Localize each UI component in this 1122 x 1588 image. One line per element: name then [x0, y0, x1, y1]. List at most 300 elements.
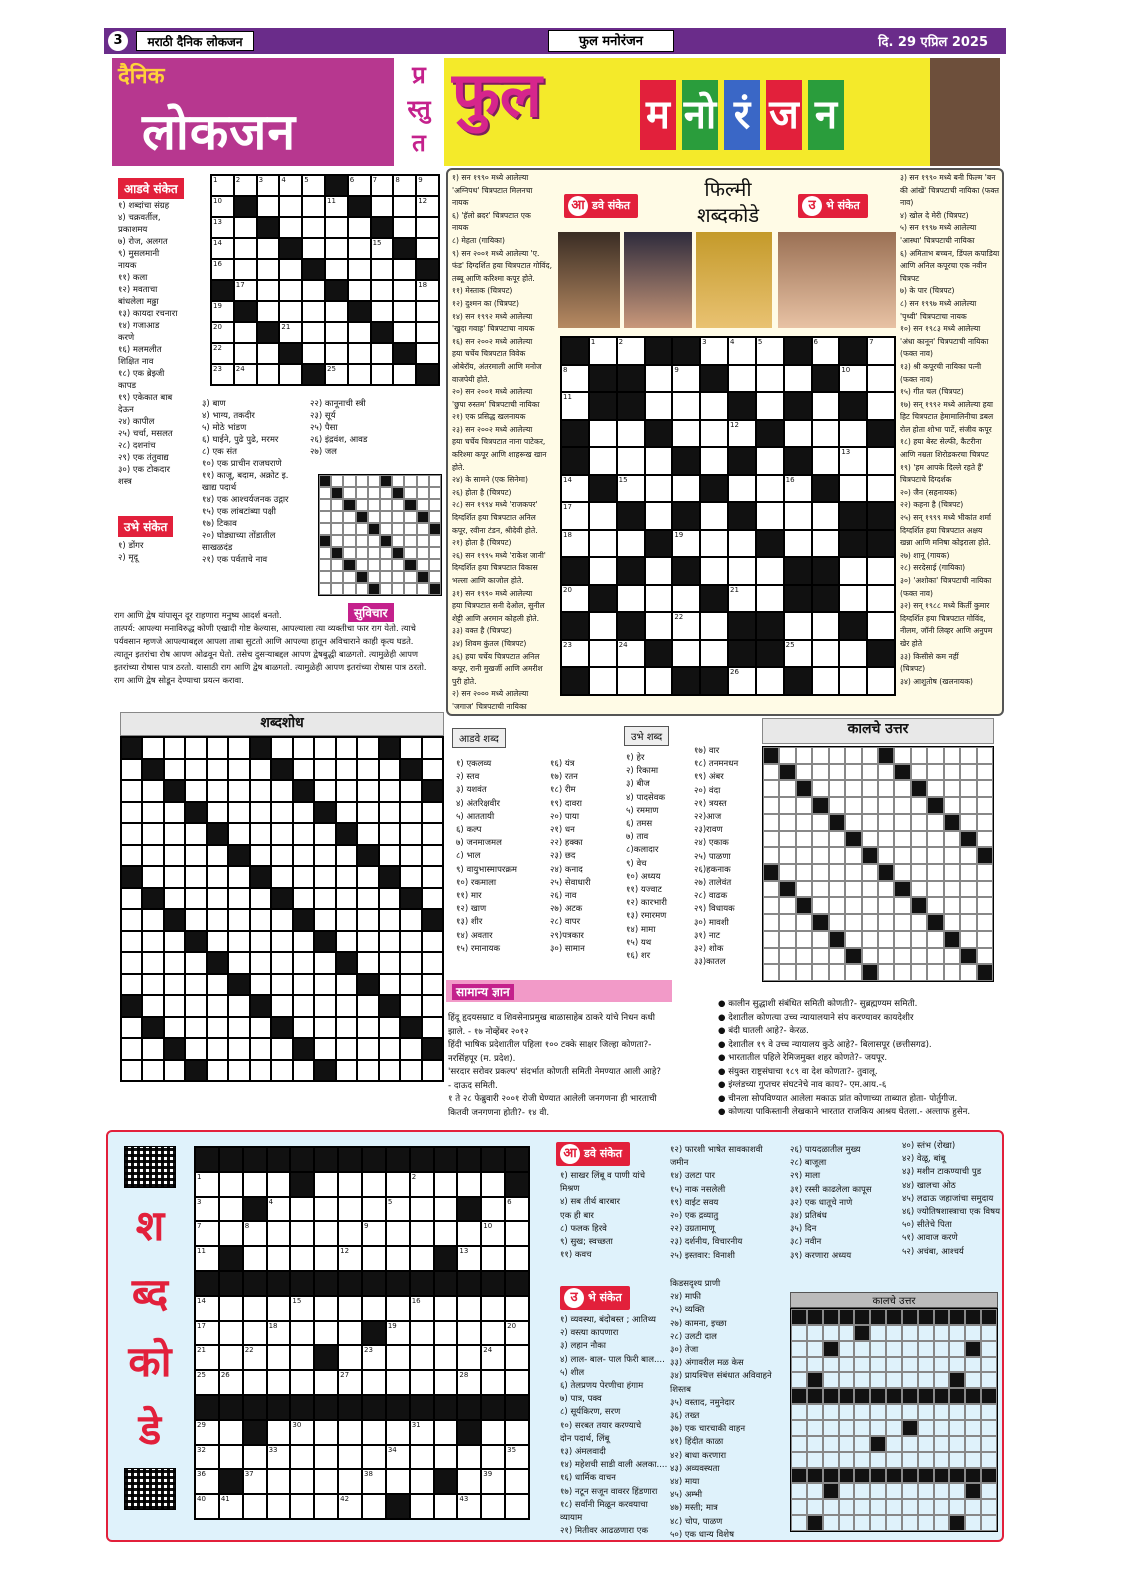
answer-cell	[894, 797, 910, 814]
answer-cell	[960, 780, 976, 797]
grid-cell	[371, 280, 394, 301]
grid-cell	[314, 1420, 338, 1445]
clue-item: चित्रपटाचे दिग्दर्शक	[900, 475, 952, 485]
grid-cell	[839, 640, 867, 668]
answer-cell	[319, 571, 331, 583]
answer-cell	[911, 864, 927, 881]
clue-item: १) सन १९९० मध्ये आलेल्या	[452, 173, 529, 182]
grid-cell	[142, 737, 163, 759]
answer-cell	[763, 931, 779, 948]
grid-cell	[481, 1469, 505, 1494]
answer-cell	[417, 475, 429, 487]
clue-item: २०) घोड्याच्या तोंडातील	[202, 531, 276, 541]
grid-cell	[867, 667, 895, 695]
grid-cell	[812, 530, 840, 558]
clue-item: १७) नटून सजून वावरर हिंडणारा	[560, 1486, 658, 1497]
grid-cell	[839, 420, 867, 448]
clue-item: २२) कानूनाची स्त्री	[310, 399, 366, 409]
answer-cell	[918, 1309, 934, 1325]
grid-cell	[195, 1345, 219, 1370]
grid-cell	[290, 1197, 314, 1222]
grid-cell	[728, 502, 756, 530]
answer-cell	[796, 864, 812, 881]
grid-cell	[422, 1017, 443, 1039]
grid-cell	[271, 780, 292, 802]
grid-cell	[250, 909, 271, 931]
answer-cell	[796, 780, 812, 797]
answer-cell	[854, 1309, 870, 1325]
grid-cell	[393, 259, 416, 280]
grid-cell	[457, 1271, 481, 1296]
clue-item: नायक	[452, 198, 469, 208]
grid-cell	[645, 392, 673, 420]
cell-number: 20	[563, 585, 572, 594]
cw1-across-title: आडवे संकेत	[118, 178, 184, 199]
side-letter-3: को	[128, 1337, 172, 1386]
answer-cell	[429, 475, 441, 487]
answer-cell	[862, 864, 878, 881]
clue-item: हया चित्रपटात सनी देओल, सुनील	[452, 601, 545, 611]
answer-cell	[918, 1468, 934, 1484]
answer-cell	[429, 559, 441, 571]
word-item: ६) तमस	[626, 819, 653, 830]
answer-cell	[331, 475, 343, 487]
grid-cell	[195, 1445, 219, 1470]
grid-cell	[784, 667, 812, 695]
word-item: २) रिकामा	[626, 766, 659, 777]
banner-block-5: न	[808, 80, 844, 150]
answer-cell	[319, 583, 331, 595]
cw1-down-list-2	[202, 398, 312, 566]
answer-cell	[823, 1309, 839, 1325]
filmi-across-text: डवे संकेत	[592, 199, 630, 212]
clue-item: ७) पात्र, पक्व	[560, 1394, 602, 1405]
grid-cell	[121, 802, 142, 824]
grid-cell	[314, 866, 335, 888]
cell-number: 25	[326, 365, 336, 373]
grid-cell	[589, 557, 617, 585]
grid-cell	[219, 1321, 243, 1346]
answer-cell	[796, 747, 812, 764]
grid-cell	[314, 1197, 338, 1222]
filmi-across-label	[564, 194, 638, 218]
answer-cell	[343, 499, 355, 511]
clue-item: २५) पैसा	[310, 423, 338, 433]
grid-cell	[250, 845, 271, 867]
grid-cell	[371, 217, 394, 238]
answer-cell	[812, 914, 828, 931]
clue-item: ३१) रस्सी काढलेला कापूस	[790, 1184, 872, 1195]
grid-cell	[728, 420, 756, 448]
answer-cell	[807, 1483, 823, 1499]
grid-cell	[267, 1221, 291, 1246]
answer-cell	[319, 511, 331, 523]
grid-cell	[228, 1038, 249, 1060]
grid-cell	[457, 1246, 481, 1271]
clue-item: ६) 'हॅलो ब्रदर' चित्रपटात एक	[452, 210, 531, 220]
answer-cell	[886, 1357, 902, 1373]
grid-cell	[481, 1221, 505, 1246]
grid-cell	[219, 1469, 243, 1494]
grid-cell	[121, 931, 142, 953]
grid-cell	[812, 420, 840, 448]
grid-cell	[207, 845, 228, 867]
answer-cell	[429, 523, 441, 535]
grid-cell	[728, 557, 756, 585]
clue-item: ३) लहान नौका	[560, 1341, 606, 1352]
clue-item: २०) जैन (सहनायक)	[900, 487, 958, 497]
grid-cell	[271, 888, 292, 910]
clue-item: ४३) अव्यवस्थता	[670, 1463, 720, 1474]
answer-cell	[392, 535, 404, 547]
answer-cell	[854, 1436, 870, 1452]
grid-cell	[589, 447, 617, 475]
grid-cell	[267, 1445, 291, 1470]
cell-number: 6	[349, 176, 355, 184]
clue-item: १९) 'हम आपके दिल्ले रहते हैं'	[900, 462, 984, 472]
grid-cell	[195, 1197, 219, 1222]
grid-cell	[336, 888, 357, 910]
answer-cell	[417, 487, 429, 499]
answer-cell	[949, 1325, 965, 1341]
clue-item: ५) सन १९९७ मध्ये आलेल्या	[900, 223, 977, 233]
banner-block-4: ज	[766, 80, 802, 150]
grid-cell	[700, 475, 728, 503]
actor-photo-1	[558, 232, 620, 328]
answer-cell	[796, 831, 812, 848]
grid-cell	[386, 1221, 410, 1246]
answer-cell	[960, 881, 976, 898]
clue-item: किडसदृश्य प्राणी	[670, 1279, 721, 1289]
grid-cell	[164, 780, 185, 802]
grid-cell	[617, 447, 645, 475]
cell-number: 22	[244, 1346, 254, 1355]
grid-cell	[481, 1420, 505, 1445]
cell-number: 9	[674, 365, 679, 374]
grid-cell	[867, 365, 895, 393]
grid-cell	[228, 1060, 249, 1082]
grid-cell	[362, 1445, 386, 1470]
grid-cell	[357, 823, 378, 845]
grid-cell	[348, 343, 371, 364]
grid-cell	[617, 530, 645, 558]
answer-cell	[380, 475, 392, 487]
answer-cell	[918, 1341, 934, 1357]
gk-item: ● संयुक्त राष्ट्रसंघाचा १८९ वा देश कोणता?- तुवालू.	[718, 1066, 878, 1077]
word-item: २५) पाळणा	[694, 851, 731, 862]
grid-cell	[338, 1494, 362, 1519]
grid-cell	[481, 1172, 505, 1197]
clue-item: ६) तेलप्रणय पेरणीचा हंगाम	[560, 1381, 644, 1392]
grid-cell	[379, 974, 400, 996]
answer-cell	[894, 948, 910, 965]
grid-cell	[185, 1038, 206, 1060]
grid-cell	[379, 823, 400, 845]
cell-number: 27	[340, 1371, 350, 1380]
answer-cell	[845, 897, 861, 914]
grid-cell	[314, 759, 335, 781]
grid-cell	[207, 888, 228, 910]
grid-cell	[400, 845, 421, 867]
answer-cell	[944, 931, 960, 948]
answer-cell	[918, 1420, 934, 1436]
grid-cell	[267, 1420, 291, 1445]
answer-cell	[380, 583, 392, 595]
answer-cell	[934, 1420, 950, 1436]
cell-number: 9	[418, 176, 423, 184]
clue-item: २५) इस्तवार: विनाशी	[670, 1250, 735, 1261]
grid-cell	[357, 866, 378, 888]
clue-item: कपूर, रानी मुखर्जी आणि अमरीश	[452, 664, 543, 674]
answer-cell	[404, 547, 416, 559]
answer-cell	[796, 797, 812, 814]
answer-cell	[839, 1483, 855, 1499]
banner-block-1: म	[640, 80, 676, 150]
grid-cell	[672, 420, 700, 448]
grid-cell	[207, 780, 228, 802]
answer-cell	[862, 814, 878, 831]
grid-cell	[434, 1197, 458, 1222]
grid-cell	[422, 909, 443, 931]
word-item: १७) रतन	[550, 772, 578, 783]
side-grid-top	[124, 1146, 176, 1188]
answer-cell	[918, 1436, 934, 1452]
answer-cell	[902, 1483, 918, 1499]
clue-item: ३१) सन १९९० मध्ये आलेल्या	[452, 588, 533, 598]
clue-item: रोल होता शोभा पार्टे, संजीव कपूर	[900, 424, 992, 434]
grid-cell	[379, 909, 400, 931]
grid-cell	[325, 259, 348, 280]
answer-cell	[429, 487, 441, 499]
grid-cell	[228, 909, 249, 931]
answer-cell	[356, 487, 368, 499]
answer-cell	[902, 1499, 918, 1515]
grid-cell	[812, 365, 840, 393]
answer-cell	[839, 1341, 855, 1357]
grid-cell	[561, 585, 589, 613]
grid-cell	[362, 1370, 386, 1395]
grid-cell	[481, 1147, 505, 1172]
clue-item: ९) सुख; स्वच्छता	[560, 1237, 613, 1248]
grid-cell	[410, 1345, 434, 1370]
clue-item: ३४) प्रतिबंध	[790, 1211, 827, 1222]
clue-item: 'छुपा रुस्तम' चित्रपटाची नायिका	[452, 399, 540, 409]
grid-cell	[257, 238, 280, 259]
grid-cell	[371, 259, 394, 280]
grid-cell	[325, 217, 348, 238]
grid-cell	[393, 196, 416, 217]
grid-cell	[267, 1197, 291, 1222]
answer-cell	[404, 523, 416, 535]
grid-cell	[812, 337, 840, 365]
issue-date: दि. 29 एप्रिल 2025	[878, 35, 988, 50]
grid-cell	[422, 823, 443, 845]
reader-photo	[930, 58, 1000, 166]
grid-cell	[314, 1370, 338, 1395]
grid-cell	[290, 1321, 314, 1346]
grid-cell	[348, 196, 371, 217]
answer-cell	[894, 814, 910, 831]
clue-item: १५) एक लांबटांब्या पक्षी	[202, 507, 276, 517]
grid-cell	[357, 995, 378, 1017]
grid-cell	[416, 259, 439, 280]
clue-item: देऊन	[118, 405, 134, 415]
answer-cell	[911, 914, 927, 931]
crossword-1	[114, 172, 444, 602]
grid-cell	[279, 175, 302, 196]
grid-cell	[142, 1038, 163, 1060]
grid-cell	[302, 322, 325, 343]
answer-cell	[812, 831, 828, 848]
answer-cell	[965, 1388, 981, 1404]
answer-cell	[404, 499, 416, 511]
cw1-answer-grid	[318, 474, 442, 596]
grid-cell	[672, 530, 700, 558]
word-item: ७) ताव	[626, 832, 649, 843]
grid-cell	[561, 502, 589, 530]
sk-across-label	[556, 1142, 630, 1166]
clue-item: १) व्यवस्था, बंदोबस्त ; आतिथ्य	[560, 1315, 656, 1325]
cell-number: 34	[387, 1445, 397, 1454]
grid-cell	[348, 364, 371, 385]
grid-cell	[357, 845, 378, 867]
grid-cell	[164, 931, 185, 953]
answer-cell	[854, 1452, 870, 1468]
clue-item: ३३) अंगावरील मळ केस	[670, 1358, 744, 1369]
answer-cell	[854, 1420, 870, 1436]
grid-cell	[812, 502, 840, 530]
answer-cell	[854, 1357, 870, 1373]
answer-cell	[796, 764, 812, 781]
grid-cell	[756, 447, 784, 475]
answer-cell	[829, 931, 845, 948]
grid-cell	[228, 780, 249, 802]
answer-cell	[356, 475, 368, 487]
word-item: २६)हकनाक	[694, 864, 731, 875]
answer-cell	[404, 535, 416, 547]
cell-number: 5	[757, 338, 763, 346]
answer-cell	[331, 511, 343, 523]
answer-cell	[839, 1515, 855, 1531]
answer-cell	[949, 1468, 965, 1484]
grid-cell	[243, 1345, 267, 1370]
grid-cell	[142, 909, 163, 931]
cell-number: 8	[395, 176, 400, 184]
top-bar	[104, 28, 1006, 54]
answer-cell	[977, 831, 993, 848]
gk-item: ● भारतातील पहिले रेमिजमुक्त शहर कोणते?- जयपूर.	[718, 1053, 888, 1063]
cell-number: 4	[281, 176, 286, 184]
answer-cell	[862, 881, 878, 898]
grid-cell	[505, 1345, 529, 1370]
grid-cell	[812, 667, 840, 695]
answer-cell	[368, 511, 380, 523]
answer-cell	[812, 797, 828, 814]
grid-cell	[121, 759, 142, 781]
answer-cell	[356, 535, 368, 547]
answer-cell	[911, 964, 927, 981]
clue-item: २२) कहना है (चित्रपट)	[900, 500, 964, 510]
grid-cell	[839, 365, 867, 393]
grid-cell	[393, 322, 416, 343]
grid-cell	[422, 995, 443, 1017]
answer-cell	[331, 559, 343, 571]
across-words-tag: आडवे शब्द	[452, 728, 506, 748]
grid-cell	[302, 175, 325, 196]
answer-cell	[854, 1404, 870, 1420]
word-item: २८) वापर	[550, 917, 581, 928]
sk-down-col-1	[560, 1314, 668, 1538]
grid-cell	[121, 974, 142, 996]
grid-cell	[302, 217, 325, 238]
answer-cell	[343, 571, 355, 583]
word-item: ३) यशवंत	[456, 785, 487, 796]
answer-cell	[977, 847, 993, 864]
grid-cell	[839, 612, 867, 640]
cell-number: 40	[197, 1495, 206, 1504]
grid-cell	[434, 1370, 458, 1395]
clue-item: २८) दशनांच	[118, 441, 156, 451]
answer-cell	[894, 864, 910, 881]
cw1-down-list-3	[310, 398, 400, 458]
clue-item: 'जगाज' चित्रपटाची नायिका	[452, 701, 527, 711]
grid-cell	[164, 1060, 185, 1082]
banner-block-2: नो	[682, 80, 718, 150]
grid-cell	[561, 392, 589, 420]
clue-item: २३) दर्शनीय, विचारनीय	[670, 1237, 743, 1248]
grid-cell	[293, 952, 314, 974]
grid-cell	[219, 1395, 243, 1420]
cell-number: 18	[418, 281, 428, 289]
answer-cell	[368, 487, 380, 499]
grid-cell	[784, 530, 812, 558]
grid-cell	[393, 364, 416, 385]
grid-cell	[672, 502, 700, 530]
grid-cell	[185, 931, 206, 953]
cell-number: 3	[702, 338, 707, 346]
answer-cell	[965, 1499, 981, 1515]
grid-cell	[207, 995, 228, 1017]
clue-item: (फक्त नाव)	[900, 349, 933, 359]
grid-cell	[250, 737, 271, 759]
cell-number: 7	[197, 1222, 202, 1231]
clue-item: दोन पदार्थ, लिंबू	[560, 1433, 610, 1444]
grid-cell	[314, 888, 335, 910]
answer-cell	[812, 948, 828, 965]
grid-cell	[422, 1060, 443, 1082]
answer-cell	[368, 475, 380, 487]
grid-cell	[362, 1469, 386, 1494]
grid-cell	[357, 802, 378, 824]
grid-cell	[457, 1147, 481, 1172]
grid-cell	[243, 1445, 267, 1470]
grid-cell	[336, 1060, 357, 1082]
grid-cell	[314, 1060, 335, 1082]
answer-cell	[894, 897, 910, 914]
grid-cell	[589, 365, 617, 393]
clue-item: २४) के सामने (एक सिनेमा)	[452, 475, 528, 485]
grid-cell	[314, 1469, 338, 1494]
grid-cell	[700, 640, 728, 668]
grid-cell	[505, 1296, 529, 1321]
grid-cell	[325, 280, 348, 301]
clue-item: आणि अनिल कपूरचा एक नवीन	[900, 261, 987, 271]
grid-cell	[336, 780, 357, 802]
grid-cell	[219, 1271, 243, 1296]
answer-cell	[870, 1309, 886, 1325]
answer-cell	[960, 797, 976, 814]
grid-cell	[645, 585, 673, 613]
